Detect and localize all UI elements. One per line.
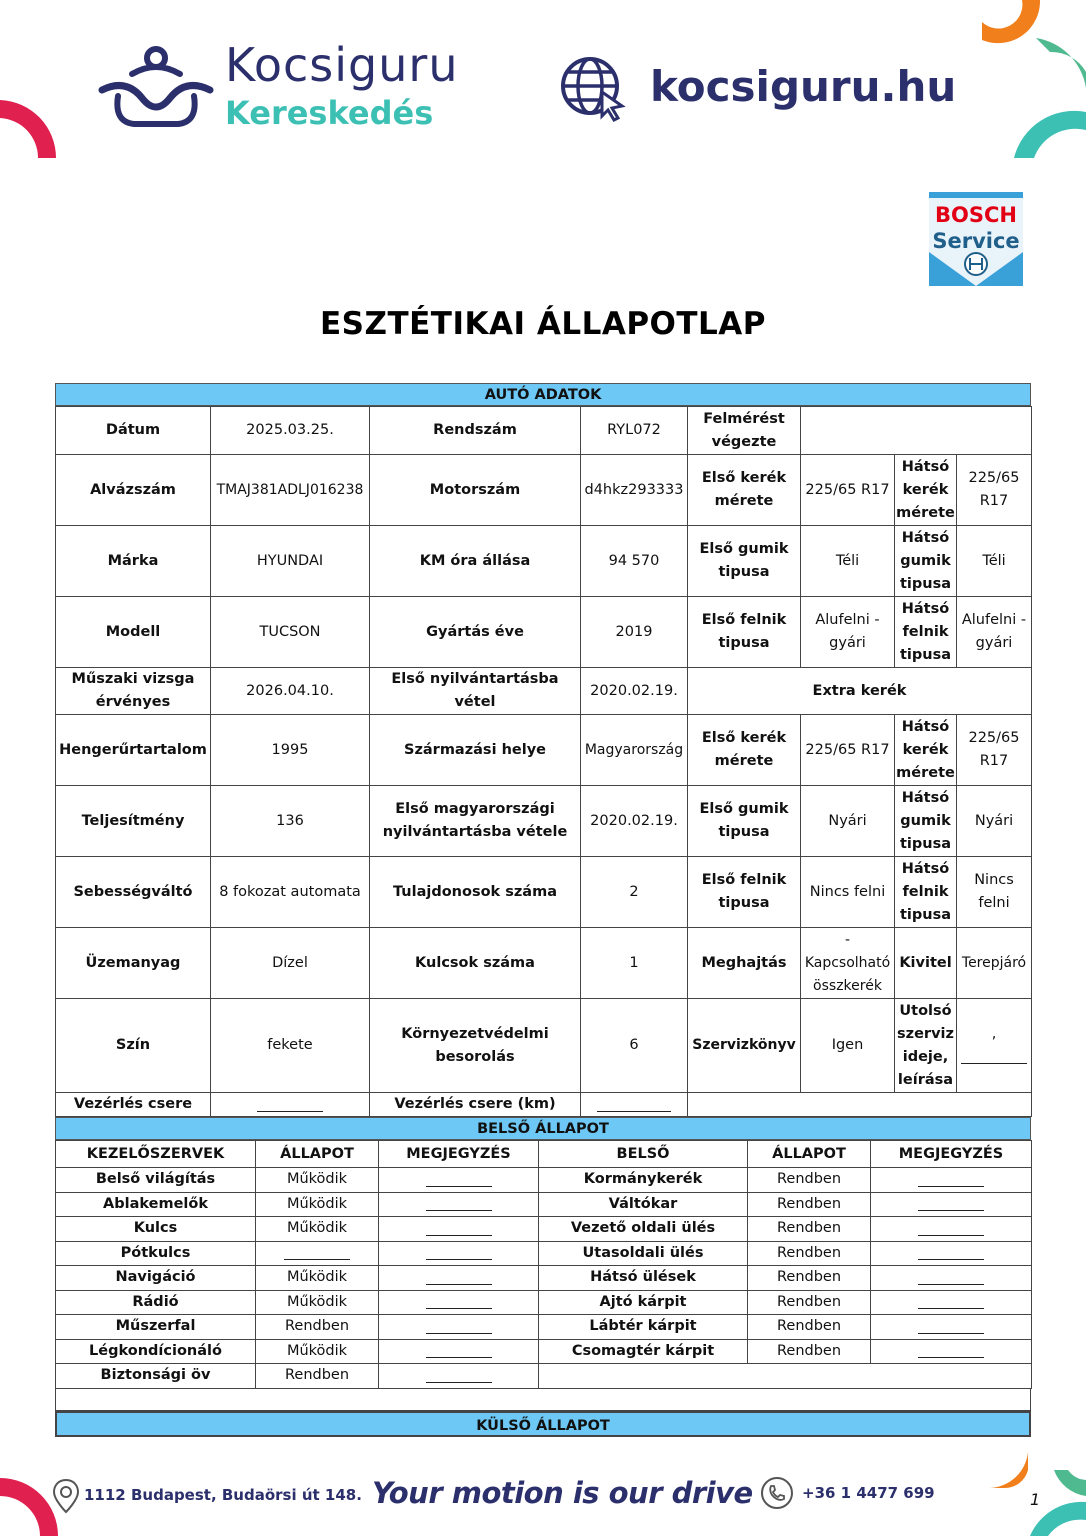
value-extra-elso-felnik: Nincs felni <box>801 857 895 928</box>
control-note <box>379 1364 539 1389</box>
label-henger: Hengerűrtartalom <box>56 715 211 786</box>
label-uzemanyag: Üzemanyag <box>56 928 211 999</box>
value-rendszam: RYL072 <box>581 407 688 455</box>
value-elso-magyar: 2020.02.19. <box>581 786 688 857</box>
website-link[interactable]: kocsiguru.hu <box>650 62 957 111</box>
label-utolso-szerviz: Utolsó szerviz ideje, leírása <box>895 999 957 1093</box>
value-modell: TUCSON <box>211 597 370 668</box>
value-meghajtas: - Kapcsolható összkerék <box>801 928 895 999</box>
control-name: Biztonsági öv <box>56 1364 256 1389</box>
table-row <box>56 1339 1032 1364</box>
interior-state: Rendben <box>748 1315 871 1340</box>
empty-cell <box>539 1364 1032 1389</box>
label-vezerles: Vezérlés csere <box>56 1093 211 1117</box>
col-header: KEZELŐSZERVEK <box>56 1141 256 1168</box>
label-datum: Dátum <box>56 407 211 455</box>
interior-state: Rendben <box>748 1168 871 1193</box>
value-kivitel: Terepjáró <box>957 928 1032 999</box>
value-extra-elso-kerek: 225/65 R17 <box>801 715 895 786</box>
value-felmeres <box>801 407 1032 455</box>
control-name: Pótkulcs <box>56 1241 256 1266</box>
interior-state: Rendben <box>748 1339 871 1364</box>
control-note <box>379 1217 539 1242</box>
label-szin: Szín <box>56 999 211 1093</box>
label-modell: Modell <box>56 597 211 668</box>
value-datum: 2025.03.25. <box>211 407 370 455</box>
label-marka: Márka <box>56 526 211 597</box>
col-header: MEGJEGYZÉS <box>379 1141 539 1168</box>
label-elso-nyilv: Első nyilvántartásba vétel <box>370 668 581 715</box>
label-elso-gumik: Első gumik tipusa <box>688 526 801 597</box>
inner-state-table <box>55 1140 1032 1389</box>
car-data-table <box>55 406 1032 1117</box>
control-note <box>379 1168 539 1193</box>
label-extra-hatso-gumik: Hátsó gumik tipusa <box>895 786 957 857</box>
value-extra-elso-gumik: Nyári <box>801 786 895 857</box>
interior-note <box>871 1266 1032 1291</box>
footer-slogan: Your motion is our drive <box>372 1476 753 1510</box>
value-sebessegvalto: 8 fokozat automata <box>211 857 370 928</box>
value-uzemanyag: Dízel <box>211 928 370 999</box>
spacer-row <box>55 1389 1031 1411</box>
control-name: Rádió <box>56 1290 256 1315</box>
interior-name: Lábtér kárpit <box>539 1315 748 1340</box>
value-szarmazas: Magyarország <box>581 715 688 786</box>
brand-subtitle: Kereskedés <box>225 94 434 132</box>
value-elso-nyilv: 2020.02.19. <box>581 668 688 715</box>
label-tulajdonosok: Tulajdonosok száma <box>370 857 581 928</box>
label-gyartas: Gyártás éve <box>370 597 581 668</box>
value-szin: fekete <box>211 999 370 1093</box>
table-row <box>56 668 1032 715</box>
label-vezerles-km: Vezérlés csere (km) <box>370 1093 581 1117</box>
label-kulcsok: Kulcsok száma <box>370 928 581 999</box>
table-row <box>56 407 1032 455</box>
label-sebessegvalto: Sebességváltó <box>56 857 211 928</box>
label-felmeres: Felmérést végezte <box>688 407 801 455</box>
table-row <box>56 597 1032 668</box>
label-meghajtas: Meghajtás <box>688 928 801 999</box>
phone-icon <box>760 1476 794 1510</box>
brand-name: Kocsiguru <box>225 38 459 92</box>
interior-name: Kormánykerék <box>539 1168 748 1193</box>
interior-note <box>871 1339 1032 1364</box>
label-hatso-gumik: Hátsó gumik tipusa <box>895 526 957 597</box>
header-row <box>56 1141 1032 1168</box>
control-note <box>379 1241 539 1266</box>
value-vezerles <box>211 1093 370 1117</box>
value-elso-gumik: Téli <box>801 526 895 597</box>
interior-note <box>871 1315 1032 1340</box>
interior-name: Utasoldali ülés <box>539 1241 748 1266</box>
table-row <box>56 455 1032 526</box>
interior-state: Rendben <box>748 1217 871 1242</box>
control-state: Működik <box>256 1339 379 1364</box>
interior-note <box>871 1290 1032 1315</box>
value-teljesitmeny: 136 <box>211 786 370 857</box>
footer-address: 1112 Budapest, Budaörsi út 148. <box>84 1486 362 1504</box>
label-muszaki: Műszaki vizsga érvényes <box>56 668 211 715</box>
section-bar-outer-state: KÜLSŐ ÁLLAPOT <box>55 1411 1031 1437</box>
table-row <box>56 1315 1032 1340</box>
interior-state: Rendben <box>748 1241 871 1266</box>
value-szervizkonyv: Igen <box>801 999 895 1093</box>
interior-note <box>871 1192 1032 1217</box>
label-szervizkonyv: Szervizkönyv <box>688 999 801 1093</box>
col-header: BELSŐ <box>539 1141 748 1168</box>
section-bar-inner-state: BELSŐ ÁLLAPOT <box>55 1117 1031 1140</box>
label-hatso-kerek: Hátsó kerék mérete <box>895 455 957 526</box>
table-row <box>56 928 1032 999</box>
value-muszaki: 2026.04.10. <box>211 668 370 715</box>
interior-name: Csomagtér kárpit <box>539 1339 748 1364</box>
table-row <box>56 999 1032 1093</box>
interior-state: Rendben <box>748 1266 871 1291</box>
control-name: Légkondícionáló <box>56 1339 256 1364</box>
control-state: Rendben <box>256 1364 379 1389</box>
value-kulcsok: 1 <box>581 928 688 999</box>
interior-state: Rendben <box>748 1192 871 1217</box>
table-row <box>56 1168 1032 1193</box>
control-state <box>256 1241 379 1266</box>
kocsiguru-logo-icon <box>96 40 218 132</box>
label-hatso-felnik: Hátsó felnik tipusa <box>895 597 957 668</box>
table-row <box>56 1093 1032 1117</box>
condition-sheet <box>55 383 1031 1437</box>
control-name: Műszerfal <box>56 1315 256 1340</box>
footer-phone: +36 1 4477 699 <box>802 1484 935 1502</box>
table-row <box>56 1364 1032 1389</box>
value-henger: 1995 <box>211 715 370 786</box>
value-extra-hatso-kerek: 225/65 R17 <box>957 715 1032 786</box>
label-elso-kerek: Első kerék mérete <box>688 455 801 526</box>
table-row <box>56 1241 1032 1266</box>
empty-cell <box>688 1093 1032 1117</box>
control-name: Navigáció <box>56 1266 256 1291</box>
interior-name: Vezető oldali ülés <box>539 1217 748 1242</box>
control-note <box>379 1192 539 1217</box>
value-gyartas: 2019 <box>581 597 688 668</box>
value-hatso-kerek: 225/65 R17 <box>957 455 1032 526</box>
control-note <box>379 1315 539 1340</box>
label-extra-hatso-kerek: Hátsó kerék mérete <box>895 715 957 786</box>
col-header: MEGJEGYZÉS <box>871 1141 1032 1168</box>
value-tulajdonosok: 2 <box>581 857 688 928</box>
value-vezerles-km <box>581 1093 688 1117</box>
interior-state: Rendben <box>748 1290 871 1315</box>
table-row <box>56 526 1032 597</box>
label-extra-kerek: Extra kerék <box>688 668 1032 715</box>
control-note <box>379 1266 539 1291</box>
interior-note <box>871 1241 1032 1266</box>
col-header: ÁLLAPOT <box>748 1141 871 1168</box>
value-hatso-felnik: Alufelni - gyári <box>957 597 1032 668</box>
control-state: Működik <box>256 1192 379 1217</box>
control-name: Kulcs <box>56 1217 256 1242</box>
section-bar-car-data: AUTÓ ADATOK <box>55 383 1031 406</box>
table-row <box>56 857 1032 928</box>
label-kornyezet: Környezetvédelmi besorolás <box>370 999 581 1093</box>
service-label: Service <box>932 229 1020 253</box>
value-km: 94 570 <box>581 526 688 597</box>
table-row <box>56 715 1032 786</box>
table-row <box>56 1192 1032 1217</box>
label-rendszam: Rendszám <box>370 407 581 455</box>
value-elso-felnik: Alufelni - gyári <box>801 597 895 668</box>
value-extra-hatso-felnik: Nincs felni <box>957 857 1032 928</box>
value-marka: HYUNDAI <box>211 526 370 597</box>
value-alvazszam: TMAJ381ADLJ016238 <box>211 455 370 526</box>
value-elso-kerek: 225/65 R17 <box>801 455 895 526</box>
label-extra-elso-kerek: Első kerék mérete <box>688 715 801 786</box>
page-number: 1 <box>1030 1490 1041 1509</box>
col-header: ÁLLAPOT <box>256 1141 379 1168</box>
value-utolso-szerviz: , <box>957 999 1032 1093</box>
bosch-label: BOSCH <box>935 203 1017 227</box>
label-elso-felnik: Első felnik tipusa <box>688 597 801 668</box>
label-extra-elso-felnik: Első felnik tipusa <box>688 857 801 928</box>
label-motorszam: Motorszám <box>370 455 581 526</box>
control-state: Működik <box>256 1290 379 1315</box>
label-kivitel: Kivitel <box>895 928 957 999</box>
table-row <box>56 1290 1032 1315</box>
value-hatso-gumik: Téli <box>957 526 1032 597</box>
control-note <box>379 1339 539 1364</box>
table-row <box>56 1266 1032 1291</box>
table-row <box>56 1217 1032 1242</box>
table-row <box>56 786 1032 857</box>
control-name: Ablakemelők <box>56 1192 256 1217</box>
interior-note <box>871 1168 1032 1193</box>
control-note <box>379 1290 539 1315</box>
label-szarmazas: Származási helye <box>370 715 581 786</box>
interior-name: Váltókar <box>539 1192 748 1217</box>
label-km: KM óra állása <box>370 526 581 597</box>
location-pin-icon <box>52 1478 80 1514</box>
label-extra-elso-gumik: Első gumik tipusa <box>688 786 801 857</box>
label-alvazszam: Alvázszám <box>56 455 211 526</box>
control-name: Belső világítás <box>56 1168 256 1193</box>
control-state: Működik <box>256 1266 379 1291</box>
label-extra-hatso-felnik: Hátsó felnik tipusa <box>895 857 957 928</box>
control-state: Működik <box>256 1217 379 1242</box>
interior-name: Ajtó kárpit <box>539 1290 748 1315</box>
control-state: Rendben <box>256 1315 379 1340</box>
interior-note <box>871 1217 1032 1242</box>
interior-name: Hátsó ülések <box>539 1266 748 1291</box>
value-kornyezet: 6 <box>581 999 688 1093</box>
value-motorszam: d4hkz293333 <box>581 455 688 526</box>
label-elso-magyar: Első magyarországi nyilvántartásba vétele <box>370 786 581 857</box>
document-title: ESZTÉTIKAI ÁLLAPOTLAP <box>320 306 766 342</box>
globe-icon <box>560 56 626 122</box>
value-extra-hatso-gumik: Nyári <box>957 786 1032 857</box>
label-teljesitmeny: Teljesítmény <box>56 786 211 857</box>
control-state: Működik <box>256 1168 379 1193</box>
